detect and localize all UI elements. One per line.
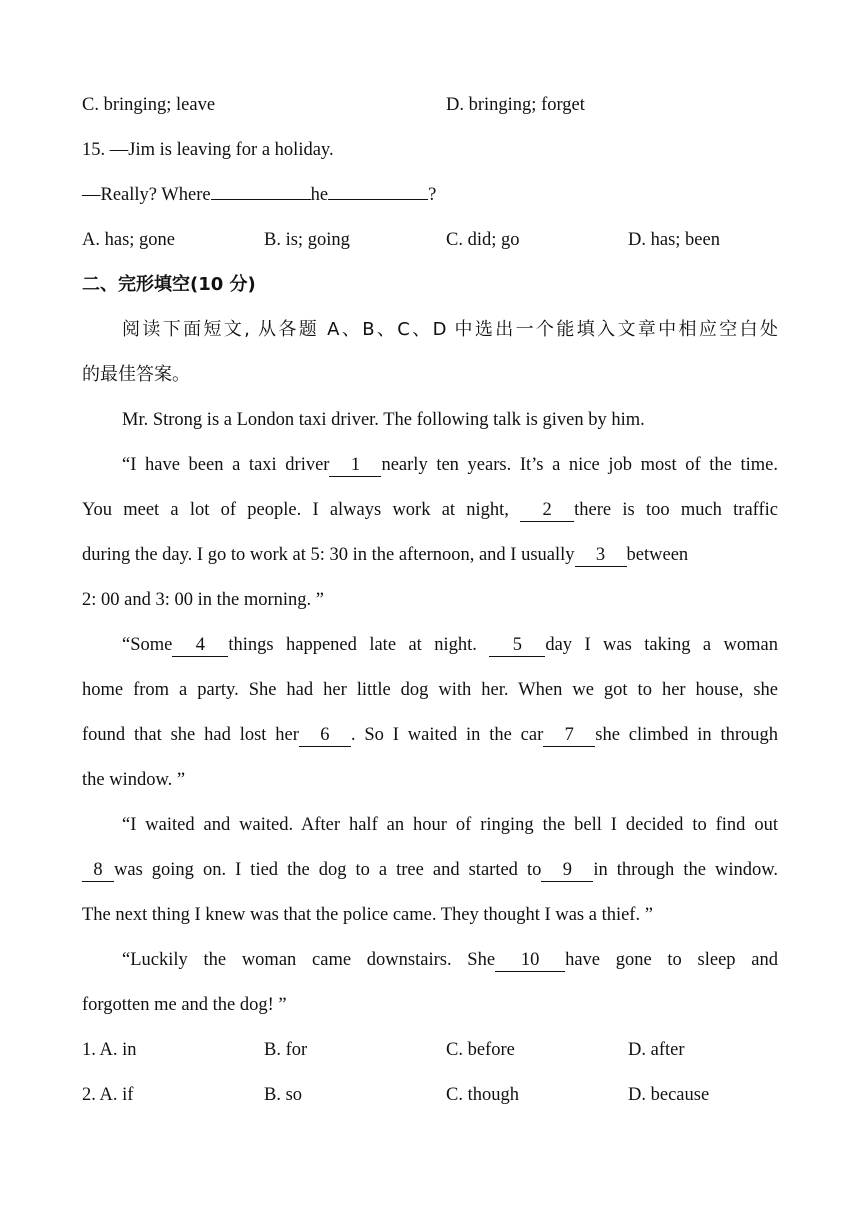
passage-text: she climbed in through: [595, 725, 779, 745]
passage-text: “Some: [122, 635, 173, 655]
cloze-q2-option-b: B. so: [264, 1085, 303, 1105]
passage-intro: Mr. Strong is a London taxi driver. The following talk is given by him.: [122, 410, 645, 430]
q15-options-row: [82, 223, 778, 268]
passage-text: during the day. I go to work at 5: 30 in the afternoon, and I usually: [82, 545, 575, 565]
cloze-q2-option-d: D. because: [628, 1085, 710, 1105]
blank-5: 5: [489, 635, 545, 657]
passage-p4-line1: [82, 943, 778, 988]
cloze-q1-option-a: 1. A. in: [82, 1040, 137, 1060]
passage-p2-line3: [82, 718, 778, 763]
passage-p1-line2: [82, 493, 778, 538]
passage-text: was going on. I tied the dog to a tree and started to: [114, 860, 542, 880]
q15-reply-part1: —Really? Where: [82, 185, 211, 205]
blank-3: 3: [575, 545, 627, 567]
q15-blank-1: [211, 178, 311, 200]
blank-7: 7: [543, 725, 595, 747]
passage-text: “Luckily the woman came downstairs. She: [122, 950, 496, 970]
cloze-q1-option-d: D. after: [628, 1040, 685, 1060]
passage-text: nearly ten years. It’s a nice job most of the time.: [381, 455, 778, 475]
passage-text: in through the window.: [593, 860, 778, 880]
cloze-q1-options: [82, 1033, 778, 1078]
q15-option-a: A. has; gone: [82, 230, 175, 250]
q14-options-row: [82, 88, 778, 133]
q15-reply: [82, 178, 778, 223]
cloze-q2-option-c: C. though: [446, 1085, 519, 1105]
passage-p3-line1: “I waited and waited. After half an hour of ringing the bell I decided to find out: [122, 815, 778, 835]
passage-p4-line2: forgotten me and the dog! ”: [82, 995, 287, 1015]
q14-option-d: D. bringing; forget: [446, 95, 585, 115]
q15-option-d: D. has; been: [628, 230, 720, 250]
cloze-q1-option-b: B. for: [264, 1040, 308, 1060]
passage-p1-line1: [82, 448, 778, 493]
cloze-q2-options: [82, 1078, 778, 1123]
passage-p2-line4: the window. ”: [82, 770, 186, 790]
blank-9: 9: [541, 860, 593, 882]
blank-6: 6: [299, 725, 351, 747]
passage-text: have gone to sleep and: [565, 950, 779, 970]
passage-text: . So I waited in the car: [350, 725, 544, 745]
q15-option-b: B. is; going: [264, 230, 350, 250]
passage-p2-line1: [82, 628, 778, 673]
blank-8: 8: [82, 860, 114, 882]
passage-text: found that she had lost her: [82, 725, 299, 745]
passage-p3-line3: The next thing I knew was that the police came. They thought I was a thief. ”: [82, 905, 653, 925]
q15-blank-2: [328, 178, 428, 200]
passage-text: between: [626, 545, 689, 565]
passage-text: day I was taking a woman: [545, 635, 779, 655]
cloze-q1-option-c: C. before: [446, 1040, 515, 1060]
passage-p1-line4: 2: 00 and 3: 00 in the morning. ”: [82, 590, 325, 610]
passage-text: things happened late at night.: [228, 635, 477, 655]
section-heading-text: 二、完形填空(10 分): [82, 274, 256, 295]
passage-p2-line2: home from a party. She had her little dog with her. When we got to her house, she: [82, 680, 778, 700]
blank-10: 10: [495, 950, 565, 972]
blank-4: 4: [172, 635, 228, 657]
section-instruction-line2: [82, 358, 778, 403]
passage-p1-line3: [82, 538, 778, 583]
passage-text: “I have been a taxi driver: [122, 455, 330, 475]
section-instruction-line1: [82, 313, 778, 358]
cloze-q2-option-a: 2. A. if: [82, 1085, 134, 1105]
instruction-text-2: 的最佳答案。: [82, 364, 190, 385]
q14-option-c: C. bringing; leave: [82, 95, 216, 115]
passage-text: there is too much traffic: [574, 500, 779, 520]
q15-reply-part2: he: [310, 185, 329, 205]
q15-stem: 15. —Jim is leaving for a holiday.: [82, 140, 334, 160]
q15-option-c: C. did; go: [446, 230, 520, 250]
q15-reply-end: ?: [428, 185, 437, 205]
passage-text: You meet a lot of people. I always work at night,: [82, 500, 509, 520]
blank-1: 1: [329, 455, 381, 477]
section-heading: [82, 268, 778, 313]
blank-2: 2: [520, 500, 574, 522]
worksheet-page: [82, 88, 778, 1123]
passage-p3-line2: [82, 853, 778, 898]
instruction-text-1: 阅读下面短文, 从各题 A、B、C、D 中选出一个能填入文章中相应空白处: [122, 319, 778, 340]
